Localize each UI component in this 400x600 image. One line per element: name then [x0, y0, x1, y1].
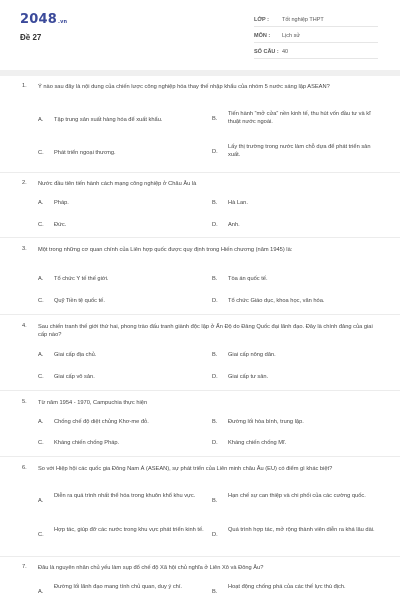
question-number: 4. — [22, 323, 27, 329]
option-text: Giai cấp nông dân. — [228, 352, 276, 358]
question-divider — [0, 390, 400, 391]
option-letter: A. — [38, 117, 44, 123]
question-divider — [0, 314, 400, 315]
site-logo[interactable] — [20, 12, 67, 27]
option-text: Đức. — [54, 222, 67, 228]
option-letter: A. — [38, 589, 44, 595]
option-text: Hạn chế sự can thiệp và chi phối của các cường quốc. — [228, 493, 366, 499]
question-number: 1. — [22, 83, 27, 89]
meta-value-socau: 40 — [282, 49, 289, 55]
option-text: Tòa án quốc tế. — [228, 276, 268, 282]
question-text: Sau chiến tranh thế giới thứ hai, phong trào đấu tranh giành độc lập ở Ấn Độ do Đảng Quốc đại lãnh đạo. Đây là chính đảng của giai cấp nào? — [38, 324, 373, 338]
option-text: Tiến hành “mở cửa” nền kinh tế, thu hút vốn đầu tư và kĩ thuật nước ngoài. — [228, 111, 371, 125]
exam-meta — [254, 14, 378, 62]
option-text: Quá trình hợp tác, mở rộng thành viên diễn ra khá lâu dài. — [228, 527, 375, 533]
option-text: Diễn ra quá trình nhất thể hóa trong khuôn khổ khu vực. — [54, 493, 196, 499]
option-text: Hợp tác, giúp đỡ các nước trong khu vực phát triển kinh tế. — [54, 527, 204, 533]
option-text: Phát triển ngoại thương. — [54, 150, 116, 156]
option-text: Giai cấp vô sản. — [54, 374, 95, 380]
option-text: Đường lối lãnh đạo mang tính chủ quan, duy ý chí. — [54, 584, 183, 590]
option-letter: D. — [212, 532, 218, 538]
option-text: Tổ chức Giáo dục, khoa học, văn hóa. — [228, 298, 325, 304]
option-text: Anh. — [228, 222, 240, 228]
question-text: Từ năm 1954 - 1970, Campuchia thực hiện — [38, 400, 148, 406]
option-letter: D. — [212, 440, 218, 446]
meta-row-mon — [254, 30, 378, 43]
option-letter: A. — [38, 419, 44, 425]
exam-title: Đề 27 — [20, 33, 42, 42]
question-number: 2. — [22, 180, 27, 186]
option-letter: B. — [212, 352, 218, 358]
option-letter: C. — [38, 532, 44, 538]
question-divider — [0, 456, 400, 457]
question-divider — [0, 556, 400, 557]
question-text: Nước đầu tiên tiến hành cách mạng công nghiệp ở Châu Âu là — [38, 181, 197, 187]
option-text: Chống chế độ diệt chủng Khơ-me đỏ. — [54, 419, 149, 425]
question-divider — [0, 172, 400, 173]
option-letter: B. — [212, 498, 218, 504]
option-letter: C. — [38, 150, 44, 156]
option-letter: A. — [38, 352, 44, 358]
question-number: 7. — [22, 564, 27, 570]
option-letter: C. — [38, 440, 44, 446]
question-number: 6. — [22, 465, 27, 471]
option-letter: C. — [38, 374, 44, 380]
option-letter: C. — [38, 222, 44, 228]
question-text: Ý nào sau đây là nội dung của chiến lược công nghiệp hóa thay thế nhập khẩu của nhóm 5 nước sáng lập ASEAN? — [38, 84, 330, 90]
option-letter: A. — [38, 200, 44, 206]
meta-label-socau: SỐ CÂU : — [254, 49, 279, 55]
option-letter: B. — [212, 276, 218, 282]
meta-label-lop: LỚP : — [254, 17, 269, 23]
option-letter: D. — [212, 149, 218, 155]
question-text: So với Hiệp hội các quốc gia Đông Nam Á (ASEAN), sự phát triển của Liên minh châu Âu (EU) có điểm gì khác biệt? — [38, 466, 333, 472]
option-letter: D. — [212, 298, 218, 304]
logo-sub: .vn — [57, 19, 68, 25]
option-letter: D. — [212, 222, 218, 228]
option-text: Quỹ Tiền tệ quốc tế. — [54, 298, 105, 304]
exam-header — [0, 0, 400, 72]
meta-row-lop — [254, 14, 378, 27]
option-text: Pháp. — [54, 200, 69, 206]
meta-row-socau — [254, 46, 378, 59]
meta-value-lop: Tốt nghiệp THPT — [282, 17, 324, 23]
option-letter: B. — [212, 419, 218, 425]
option-letter: C. — [38, 298, 44, 304]
option-text: Tổ chức Y tế thế giới. — [54, 276, 109, 282]
question-divider — [0, 237, 400, 238]
option-text: Hoạt động chống phá của các thế lực thù địch. — [228, 584, 346, 590]
option-letter: A. — [38, 276, 44, 282]
option-text: Lấy thị trường trong nước làm chỗ dựa để phát triển sản xuất. — [228, 144, 371, 158]
question-number: 3. — [22, 246, 27, 252]
option-text: Giai cấp tư sản. — [228, 374, 269, 380]
question-number: 5. — [22, 399, 27, 405]
option-text: Kháng chiến chống Pháp. — [54, 440, 120, 446]
option-text: Tập trung sản xuất hàng hóa để xuất khẩu. — [54, 117, 163, 123]
option-letter: B. — [212, 200, 218, 206]
option-text: Đường lối hòa bình, trung lập. — [228, 419, 304, 425]
option-letter: B. — [212, 116, 218, 122]
question-text: Đâu là nguyên nhân chủ yếu làm sụp đổ chế độ Xã hội chủ nghĩa ở Liên Xô và Đông Âu? — [38, 565, 264, 571]
option-text: Giai cấp địa chủ. — [54, 352, 97, 358]
option-letter: B. — [212, 589, 218, 595]
header-divider — [0, 70, 400, 76]
option-letter: D. — [212, 374, 218, 380]
option-letter: A. — [38, 498, 44, 504]
option-text: Hà Lan. — [228, 200, 248, 206]
meta-value-mon: Lịch sử — [282, 33, 301, 39]
option-text: Kháng chiến chống Mĩ. — [228, 440, 287, 446]
logo-main: 2048 — [20, 12, 57, 27]
meta-label-mon: MÔN : — [254, 33, 271, 39]
question-text: Một trong những cơ quan chính của Liên hợp quốc được quy định trong Hiến chương (năm 1945) là: — [38, 247, 293, 253]
